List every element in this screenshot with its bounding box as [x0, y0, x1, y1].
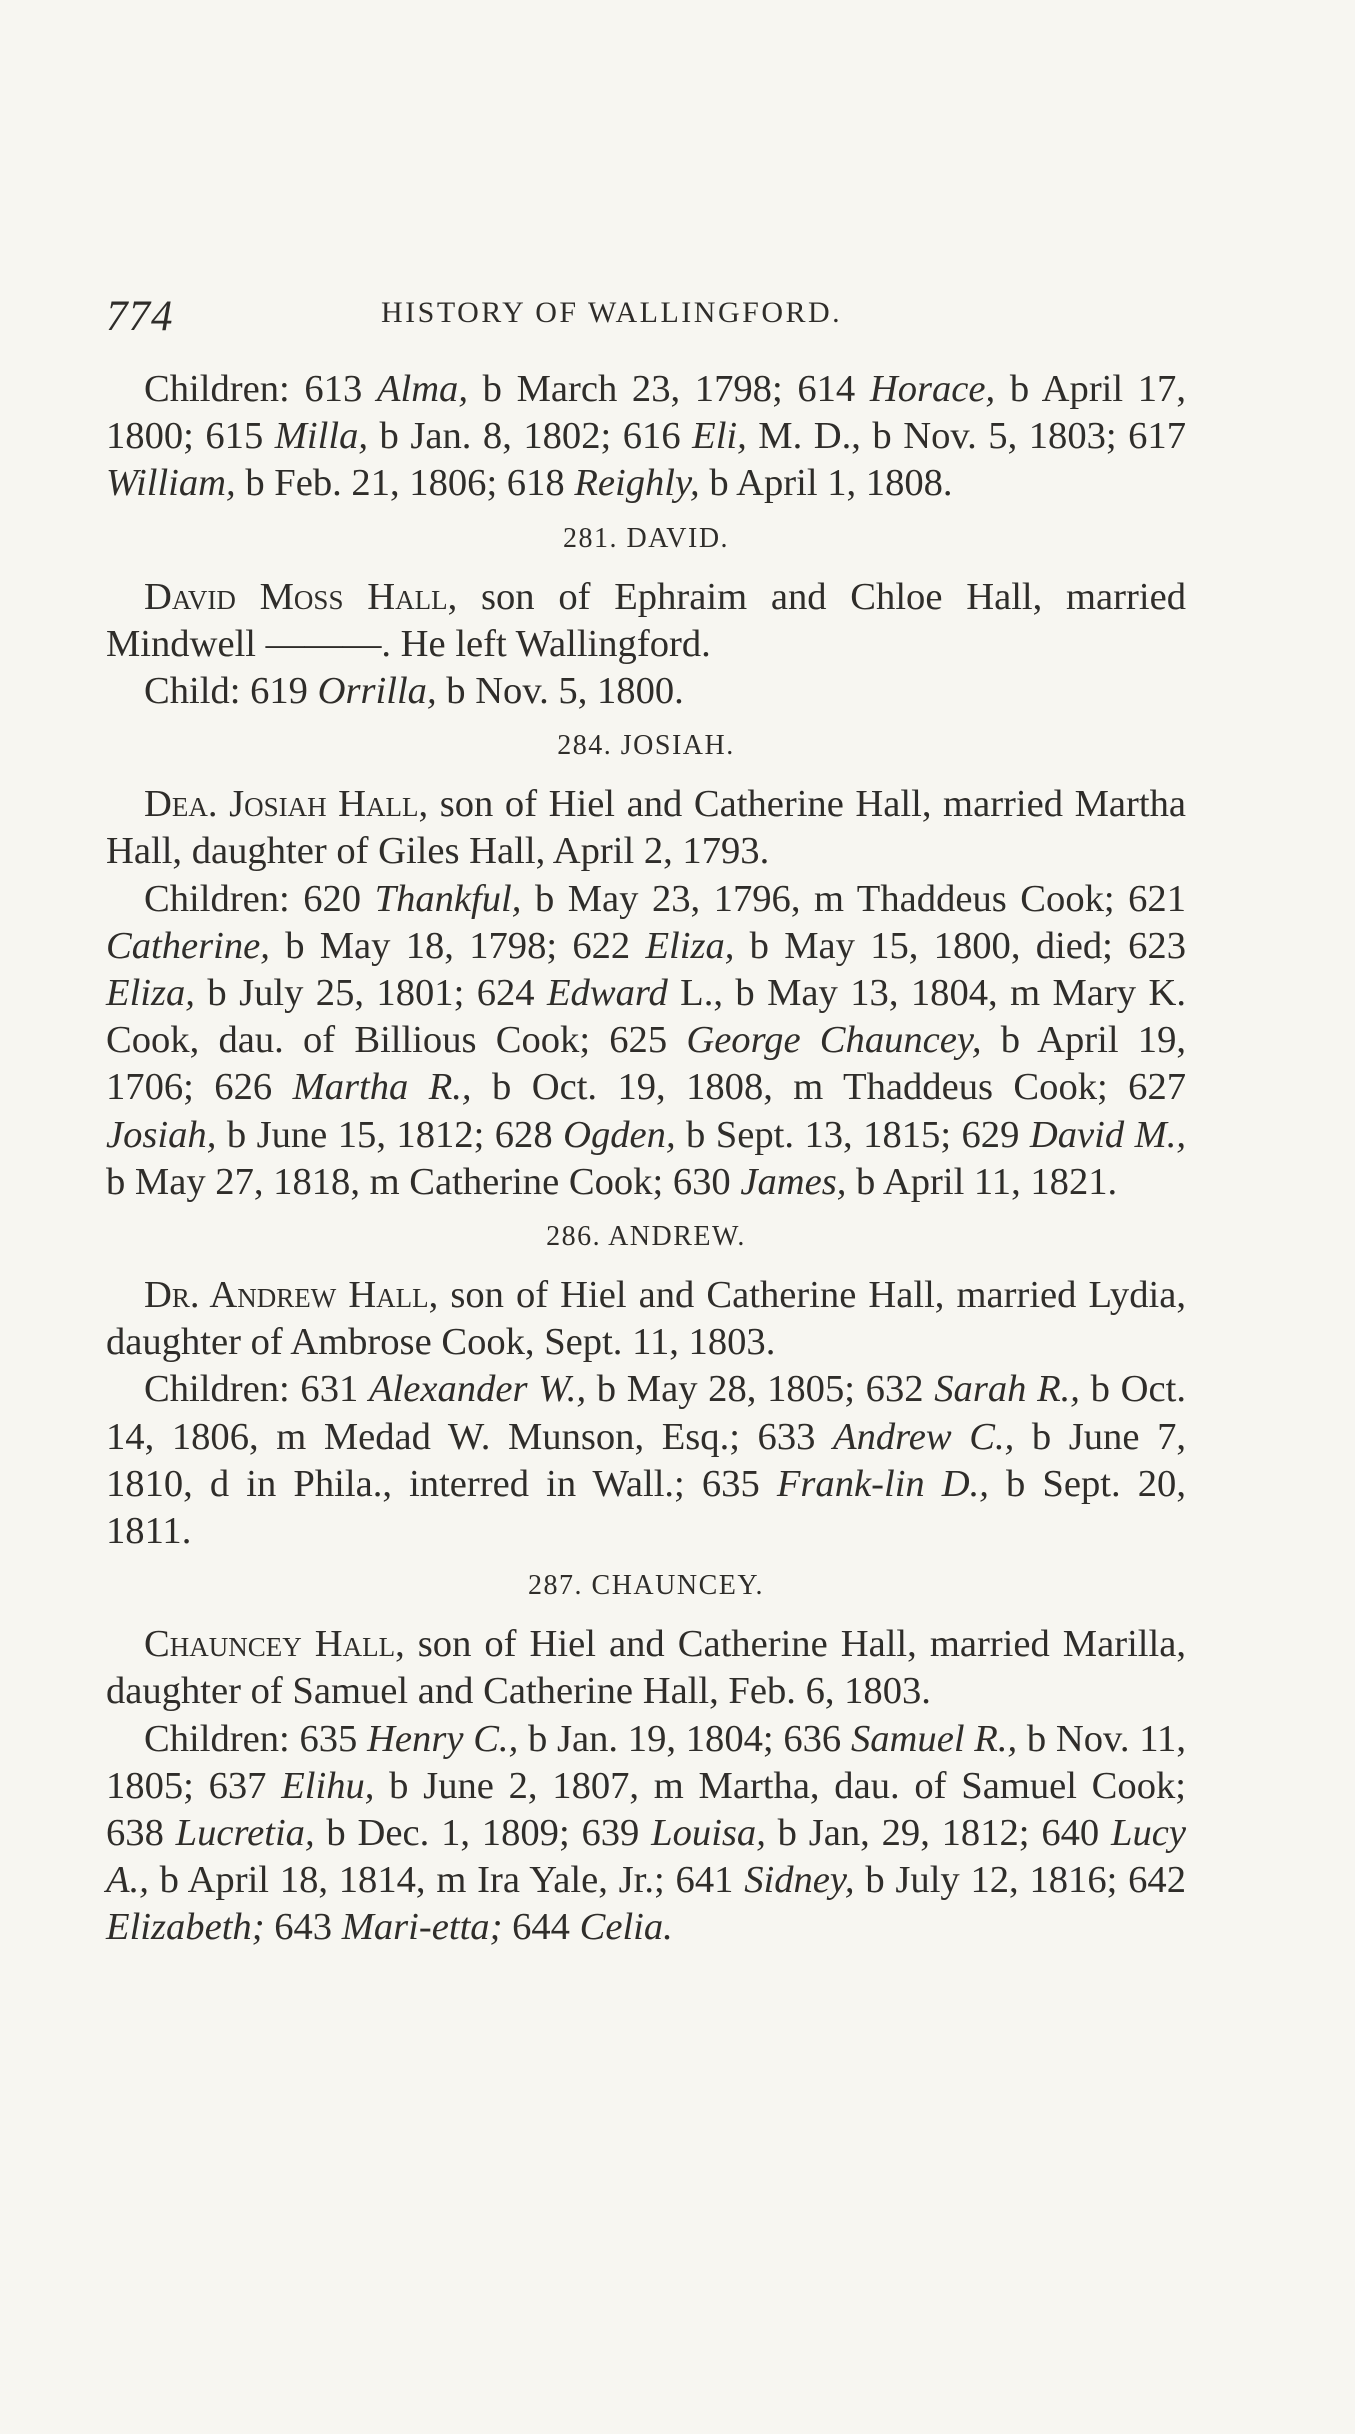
- paragraph-child-orrilla: [106, 668, 1186, 715]
- text-run: b March 23, 1798; 614: [467, 368, 870, 410]
- paragraph-dr-andrew-hall: [106, 1272, 1186, 1366]
- italic-name: Sarah R.,: [934, 1368, 1080, 1411]
- small-caps-name: Dr. Andrew Hall,: [144, 1274, 439, 1317]
- section-heading-chauncey: 287. CHAUNCEY.: [528, 1570, 764, 1602]
- italic-name: Alexander W.,: [368, 1368, 587, 1411]
- text-run: b Sept. 20, 1811.: [106, 1462, 1186, 1553]
- running-title: HISTORY OF WALLINGFORD.: [381, 296, 843, 329]
- italic-name: Milla,: [274, 415, 369, 458]
- italic-name: Mari-etta;: [341, 1906, 503, 1949]
- italic-name: James,: [740, 1160, 847, 1203]
- page-number: 774: [106, 293, 174, 340]
- page-header: [106, 292, 1186, 352]
- text-run: b Jan. 19, 1804; 636: [518, 1717, 851, 1760]
- italic-name: Lucy A.,: [106, 1812, 1186, 1902]
- text-run: M. D., b Nov. 5, 1803; 617: [746, 415, 1187, 458]
- text-run: b June 7, 1810, d in Phila., interred in Wall.; 635: [106, 1415, 1187, 1505]
- italic-name: Thankful,: [374, 877, 522, 920]
- text-run: b April 1, 1808.: [699, 462, 953, 505]
- text-run: b July 12, 1816; 642: [854, 1859, 1186, 1902]
- paragraph-children-alma: [106, 366, 1186, 508]
- text-run: son of Hiel and Catherine Hall, married Lydia, daughter of Ambrose Cook, Sept. 11, 1803.: [106, 1274, 1186, 1364]
- paragraph-dea-josiah-hall: [106, 781, 1186, 875]
- italic-name: Eliza,: [645, 924, 735, 967]
- section-heading-josiah: 284. JOSIAH.: [557, 730, 735, 762]
- italic-name: Elizabeth;: [106, 1906, 265, 1949]
- text-run: b Jan. 8, 1802; 616: [368, 415, 693, 458]
- paragraph-children-alexander: [106, 1366, 1186, 1555]
- text-run: b April 17, 1800; 615: [106, 368, 1186, 458]
- italic-name: Lucretia,: [175, 1812, 315, 1855]
- italic-name: Edward: [546, 972, 668, 1015]
- text-run: b May 23, 1796, m Thaddeus Cook; 621: [521, 877, 1186, 920]
- italic-name: Sidney,: [744, 1859, 855, 1902]
- italic-name: Andrew C.,: [833, 1415, 1015, 1458]
- italic-name: Josiah,: [106, 1113, 217, 1156]
- text-run: Children: 613: [144, 368, 377, 410]
- text-run: b Sept. 13, 1815; 629: [675, 1113, 1030, 1156]
- italic-name: Catherine,: [106, 924, 270, 967]
- text-run: b Nov. 5, 1800.: [436, 670, 684, 713]
- text-run: son of Hiel and Catherine Hall, married Marilla, daughter of Samuel and Catherine Hall, Feb. 6, 1803.: [106, 1623, 1186, 1713]
- text-run: b Feb. 21, 1806; 618: [235, 462, 575, 505]
- small-caps-name: Chauncey Hall,: [144, 1623, 405, 1666]
- italic-name: Orrilla,: [317, 670, 437, 713]
- page-body: [106, 366, 1186, 1952]
- italic-name: Martha R.,: [292, 1066, 472, 1109]
- italic-name: Celia.: [579, 1906, 673, 1949]
- italic-name: Eliza,: [106, 972, 195, 1015]
- italic-name: Ogden,: [563, 1113, 676, 1156]
- text-run: b April 19, 1706; 626: [106, 1019, 1186, 1109]
- text-run: b Dec. 1, 1809; 639: [314, 1812, 652, 1855]
- paragraph-david-moss-hall: [106, 574, 1186, 668]
- text-run: son of Ephraim and Chloe Hall, married Mindwell ———. He left Wallingford.: [106, 575, 1186, 665]
- text-run: b April 11, 1821.: [846, 1160, 1118, 1203]
- text-run: b June 2, 1807, m Martha, dau. of Samuel Cook; 638: [106, 1764, 1186, 1855]
- paragraph-children-thankful: [106, 876, 1186, 1206]
- paragraph-children-henry: [106, 1716, 1186, 1952]
- section-heading-david: 281. DAVID.: [562, 522, 730, 554]
- italic-name: Reighly,: [574, 462, 700, 505]
- italic-name: Louisa,: [651, 1812, 766, 1855]
- italic-name: Henry C.,: [367, 1717, 519, 1760]
- text-run: 644: [502, 1906, 580, 1949]
- text-run: b July 25, 1801; 624: [194, 972, 547, 1015]
- italic-name: Alma,: [376, 368, 468, 410]
- italic-name: Samuel R.,: [850, 1717, 1018, 1760]
- text-run: b Oct. 14, 1806, m Medad W. Munson, Esq.; 633: [106, 1368, 1186, 1458]
- italic-name: Eli,: [692, 415, 747, 458]
- text-run: Child: 619: [144, 670, 318, 713]
- text-run: b Nov. 11, 1805; 637: [106, 1717, 1186, 1807]
- text-run: b Jan, 29, 1812; 640: [765, 1812, 1111, 1855]
- text-run: Children: 620: [144, 877, 375, 920]
- small-caps-name: David Moss Hall,: [144, 575, 458, 618]
- text-run: b April 18, 1814, m Ira Yale, Jr.; 641: [148, 1859, 745, 1902]
- paragraph-chauncey-hall: [106, 1621, 1186, 1715]
- text-run: Children: 635: [144, 1717, 368, 1760]
- italic-name: William,: [106, 462, 236, 505]
- text-run: Children: 631: [144, 1368, 369, 1411]
- text-run: b Oct. 19, 1808, m Thaddeus Cook; 627: [471, 1066, 1187, 1109]
- text-run: b May 27, 1818, m Catherine Cook; 630: [106, 1160, 741, 1203]
- text-run: b May 28, 1805; 632: [586, 1368, 935, 1411]
- italic-name: David M.,: [1029, 1113, 1186, 1156]
- italic-name: George Chauncey,: [686, 1019, 982, 1062]
- text-run: 643: [264, 1906, 342, 1949]
- italic-name: Frank-lin D.,: [776, 1462, 989, 1505]
- text-run: b June 15, 1812; 628: [216, 1113, 564, 1156]
- text-run: b May 18, 1798; 622: [269, 924, 646, 967]
- text-run: son of Hiel and Catherine Hall, married Martha Hall, daughter of Giles Hall, April 2, 1793.: [106, 783, 1186, 873]
- text-run: b May 15, 1800, died; 623: [734, 924, 1186, 967]
- italic-name: Elihu,: [281, 1764, 375, 1807]
- text-run: L., b May 13, 1804, m Mary K. Cook, dau. of Billious Cook; 625: [106, 972, 1186, 1062]
- section-heading-andrew: 286. ANDREW.: [546, 1221, 746, 1253]
- small-caps-name: Dea. Josiah Hall,: [144, 783, 429, 826]
- italic-name: Horace,: [869, 368, 996, 410]
